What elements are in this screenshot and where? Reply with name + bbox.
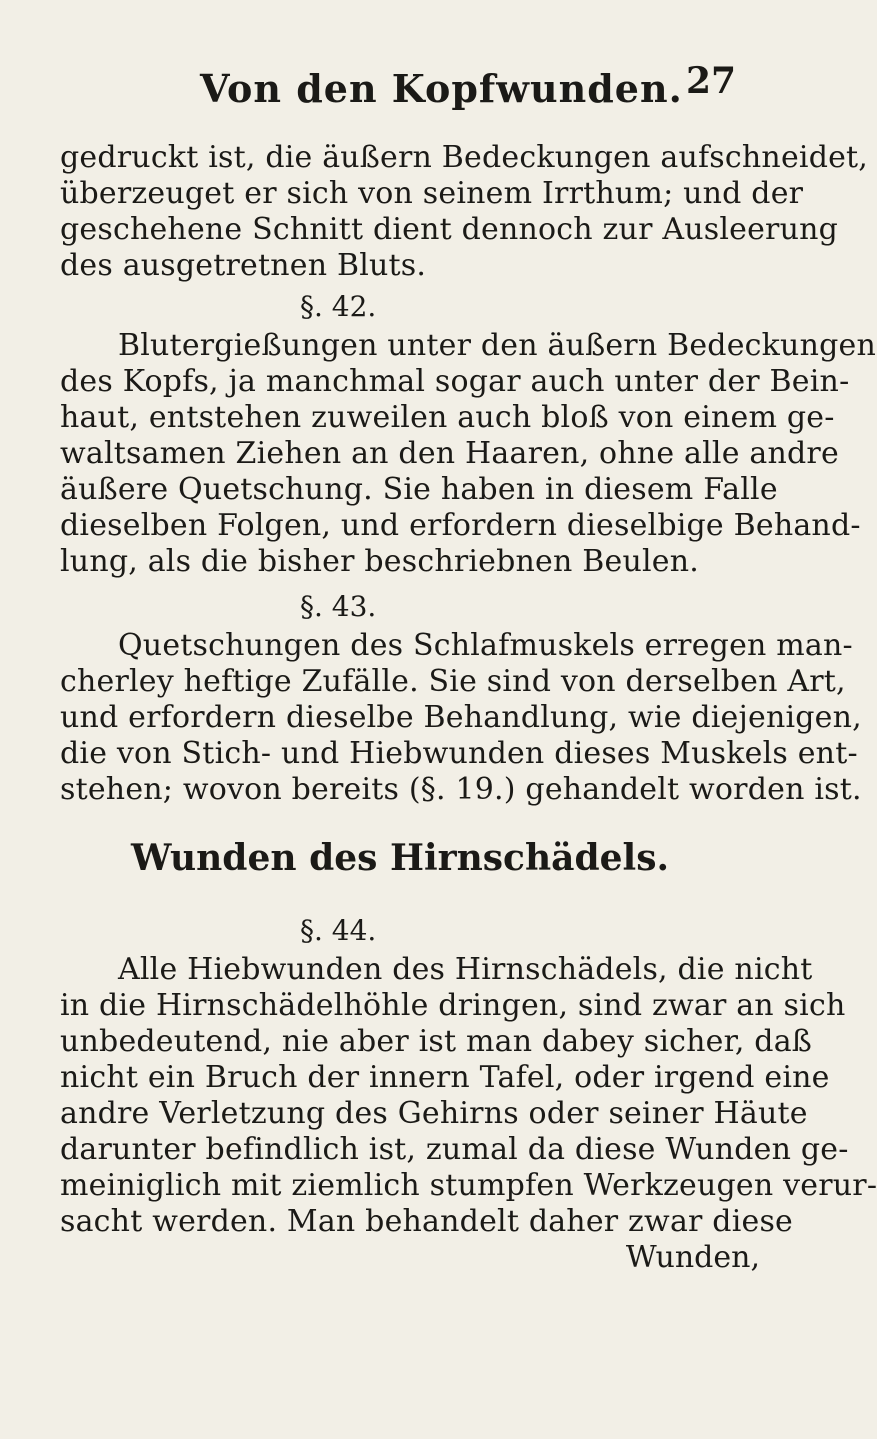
text-line: waltsamen Ziehen an den Haaren, ohne alle andre [60,436,839,471]
text-line: meiniglich mit ziemlich stumpfen Werkzeugen verur- [60,1168,877,1203]
chapter-heading: Wunden des Hirnschädels. [130,837,670,879]
text-line: gedruckt ist, die äußern Bedeckungen aufschneidet, [60,140,869,175]
text-line: überzeuget er sich von seinem Irrthum; und der [60,176,804,211]
text-line: andre Verletzung des Gehirns oder seiner Häute [60,1096,808,1131]
text-line: dieselben Folgen, und erfordern dieselbige Behand- [60,508,861,543]
text-line: stehen; wovon bereits (§. 19.) gehandelt worden ist. [60,772,862,807]
catchword: Wunden, [625,1240,760,1275]
section-number-42: §. 42. [300,290,377,323]
text-line: unbedeutend, nie aber ist man dabey sicher, daß [60,1024,813,1059]
page-number: 27 [686,60,737,102]
text-line: sacht werden. Man behandelt daher zwar diese [60,1204,794,1239]
text-line: lung, als die bisher beschriebnen Beulen. [60,544,699,579]
section-number-43: §. 43. [300,590,377,623]
text-line: darunter befindlich ist, zumal da diese Wunden ge- [60,1132,849,1167]
text-line: Alle Hiebwunden des Hirnschädels, die nicht [118,952,813,987]
running-title: Von den Kopfwunden. [200,66,683,111]
text-line: äußere Quetschung. Sie haben in diesem Falle [60,472,778,507]
text-line: in die Hirnschädelhöhle dringen, sind zwar an sich [60,988,846,1023]
text-line: die von Stich- und Hiebwunden dieses Muskels ent- [60,736,858,771]
text-line: Quetschungen des Schlafmuskels erregen man- [118,628,853,663]
text-line: haut, entstehen zuweilen auch bloß von einem ge- [60,400,835,435]
text-line: cherley heftige Zufälle. Sie sind von derselben Art, [60,664,846,699]
page-header [0,58,800,118]
section-number-44: §. 44. [300,914,377,947]
text-line: des Kopfs, ja manchmal sogar auch unter der Bein- [60,364,850,399]
text-line: geschehene Schnitt dient dennoch zur Ausleerung [60,212,839,247]
text-line: Blutergießungen unter den äußern Bedeckungen [118,328,876,363]
text-line: und erfordern dieselbe Behandlung, wie diejenigen, [60,700,862,735]
text-line: nicht ein Bruch der innern Tafel, oder irgend eine [60,1060,830,1095]
text-line: des ausgetretnen Bluts. [60,248,427,283]
